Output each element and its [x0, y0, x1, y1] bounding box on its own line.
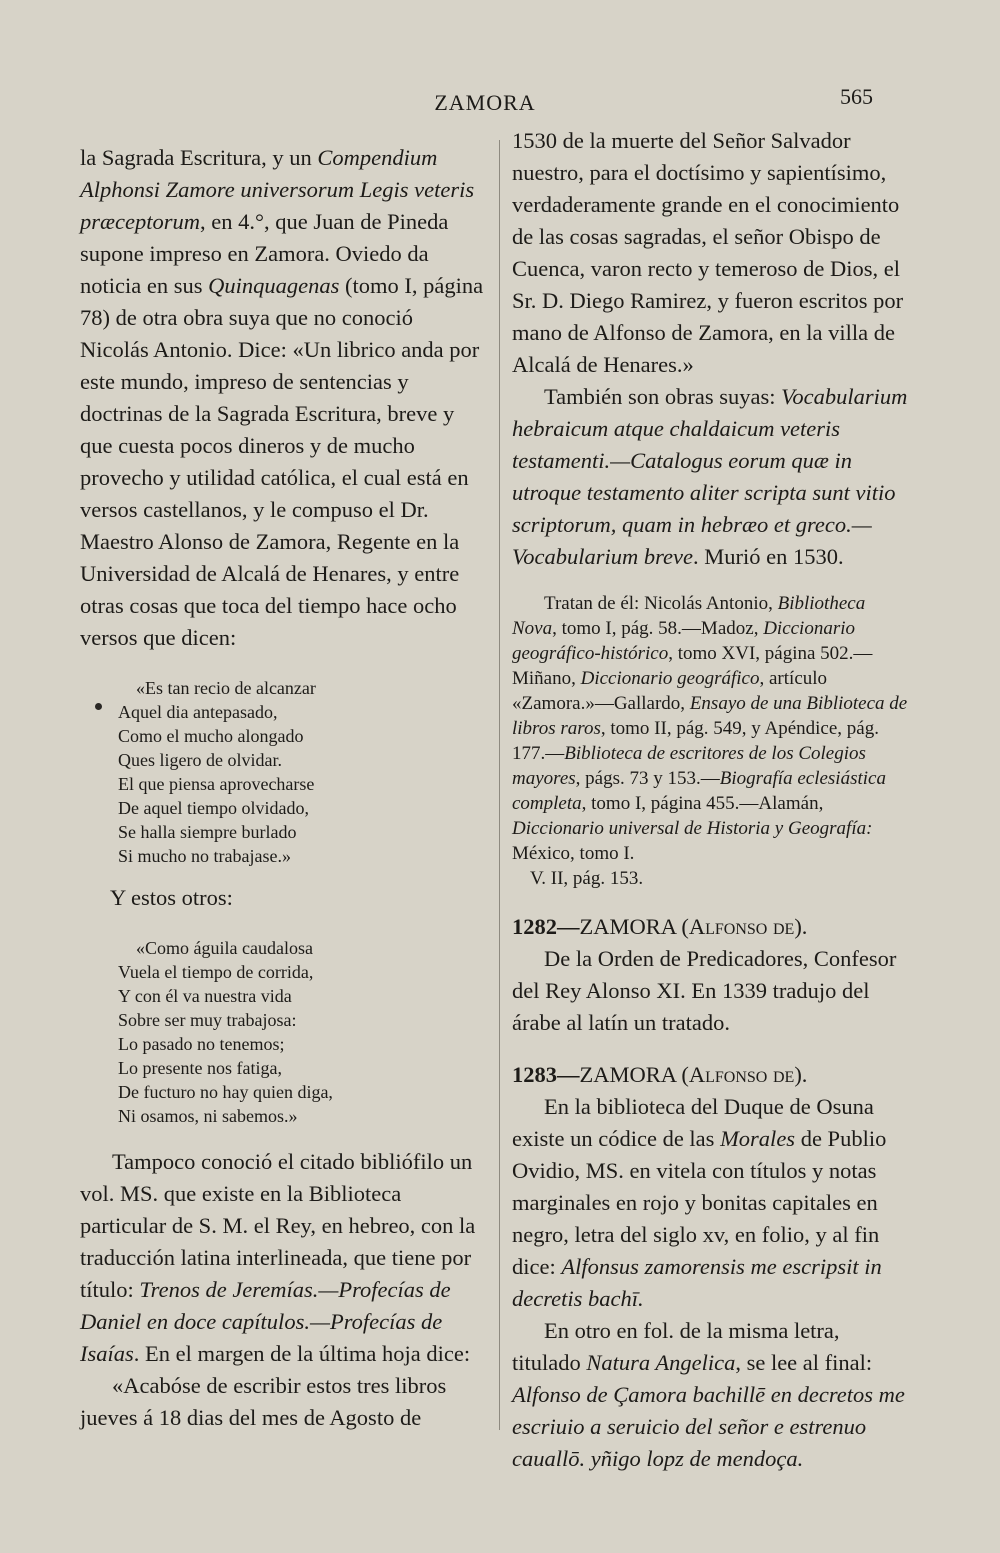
- verse-block-2: [118, 936, 485, 1128]
- references: Tratan de él: Nicolás Antonio, Bibliotheca Nova, tomo I, pág. 58.—Madoz, Diccionario geográfico-histórico, tomo XVI, página 502.—Miñano, Diccionario geográfico, artículo «Zamora.»—Gallardo, Ensayo de una Biblioteca de libros raros, tomo II, pág. 549, y Apéndice, pág. 177.—Biblioteca de escritores de los Colegios mayores, págs. 73 y 153.—Biografía eclesiástica completa, tomo I, página 455.—Alamán, Diccionario universal de Historia y Geografía: México, tomo I. V. II, pág. 153.: [512, 593, 908, 889]
- verse-line: Se halla siempre burlado: [118, 822, 297, 842]
- right-column: [512, 125, 912, 1475]
- paragraph-obras: También son obras suyas: Vocabularium hebraicum atque chaldaicum veteris testamenti.—Catalogus eorum quæ in utroque testamento aliter scripta sunt vitio scriptorum, quam in hebræo et greco.—Vocabularium breve. Murió en 1530.: [512, 384, 908, 569]
- verse-line: Aquel dia antepasado,: [118, 702, 278, 722]
- verse-line: Y con él va nuestra vida: [118, 986, 292, 1006]
- verse-line: De fucturo no hay quien diga,: [118, 1082, 333, 1102]
- verse-line: Lo presente nos fatiga,: [118, 1058, 282, 1078]
- left-column: [80, 142, 485, 1434]
- paragraph-quote-end: 1530 de la muerte del Señor Salvador nuestro, para el doctísimo y sapientísimo, verdaderamente grande en el conocimiento de las cosas sagradas, el señor Obispo de Cuenca, varon recto y temeroso de Dios, el Sr. D. Diego Ramirez, y fueron escritos por mano de Alfonso de Zamora, en la villa de Alcalá de Henares.»: [512, 128, 904, 377]
- verse-block-1: [118, 676, 485, 868]
- column-divider: [499, 140, 500, 1430]
- running-header: ZAMORA: [434, 90, 536, 115]
- verse-line: Como el mucho alongado: [118, 726, 304, 746]
- entry-text-1282: De la Orden de Predicadores, Confesor del Rey Alonso XI. En 1339 tradujo del árabe al latín un tratado.: [512, 946, 897, 1035]
- paragraph-biblioteca: Tampoco conoció el citado bibliófilo un vol. MS. que existe en la Biblioteca particular de S. M. el Rey, en hebreo, con la traducción latina interlineada, que tiene por título: Trenos de Jeremías.—Profecías de Daniel en doce capítulos.—Profecías de Isaías. En el margen de la última hoja dice:: [80, 1149, 476, 1366]
- verse-line: Ques ligero de olvidar.: [118, 750, 282, 770]
- entry-text-1283-cont: En otro en fol. de la misma letra, titulado Natura Angelica, se lee al final: Alfonso de Çamora bachillē en decretos me escriuio a seruicio del señor e estrenuo cauallō. yñigo lopz de mendoça.: [512, 1318, 905, 1471]
- verse-line: De aquel tiempo olvidado,: [118, 798, 309, 818]
- verse-line: Sobre ser muy trabajosa:: [118, 1010, 297, 1030]
- paragraph-compendium: la Sagrada Escritura, y un Compendium Alphonsi Zamore universorum Legis veteris præceptorum, en 4.°, que Juan de Pineda supone impreso en Zamora. Oviedo da noticia en sus Quinquagenas (tomo I, página 78) de otra obra suya que no conoció Nicolás Antonio. Dice: «Un librico anda por este mundo, impreso de sentencias y doctrinas de la Sagrada Escritura, breve y que cuesta pocos dineros y de mucho provecho y utilidad católica, el cual está en versos castellanos, y le compuso el Dr. Maestro Alonso de Zamora, Regente en la Universidad de Alcalá de Henares, y entre otras cosas que toca del tiempo hace ocho versos que dicen:: [80, 145, 484, 650]
- verse-line: Ni osamos, ni sabemos.»: [118, 1106, 298, 1126]
- verse-line: «Es tan recio de alcanzar: [136, 678, 316, 698]
- verse-line: El que piensa aprovecharse: [118, 774, 315, 794]
- verse-line: «Como águila caudalosa: [136, 938, 313, 958]
- page-number: 565: [840, 84, 873, 109]
- entry-text-1283: En la biblioteca del Duque de Osuna existe un códice de las Morales de Publio Ovidio, MS. en vitela con títulos y notas marginales en rojo y bonitas capitales en negro, letra del siglo xv, en folio, y al fin dice: Alfonsus zamorensis me escripsit in decretis bachī.: [512, 1094, 887, 1311]
- entry-heading-1283: 1283—ZAMORA (Alfonso de).: [512, 1062, 808, 1087]
- verse-line: Si mucho no trabajase.»: [118, 846, 291, 866]
- paragraph-quote: «Acabóse de escribir estos tres libros jueves á 18 dias del mes de Agosto de: [80, 1373, 447, 1430]
- verse-intro: Y estos otros:: [110, 885, 233, 910]
- entry-heading-1282: 1282—ZAMORA (Alfonso de).: [512, 914, 808, 939]
- verse-line: Lo pasado no tenemos;: [118, 1034, 285, 1054]
- verse-line: Vuela el tiempo de corrida,: [118, 962, 314, 982]
